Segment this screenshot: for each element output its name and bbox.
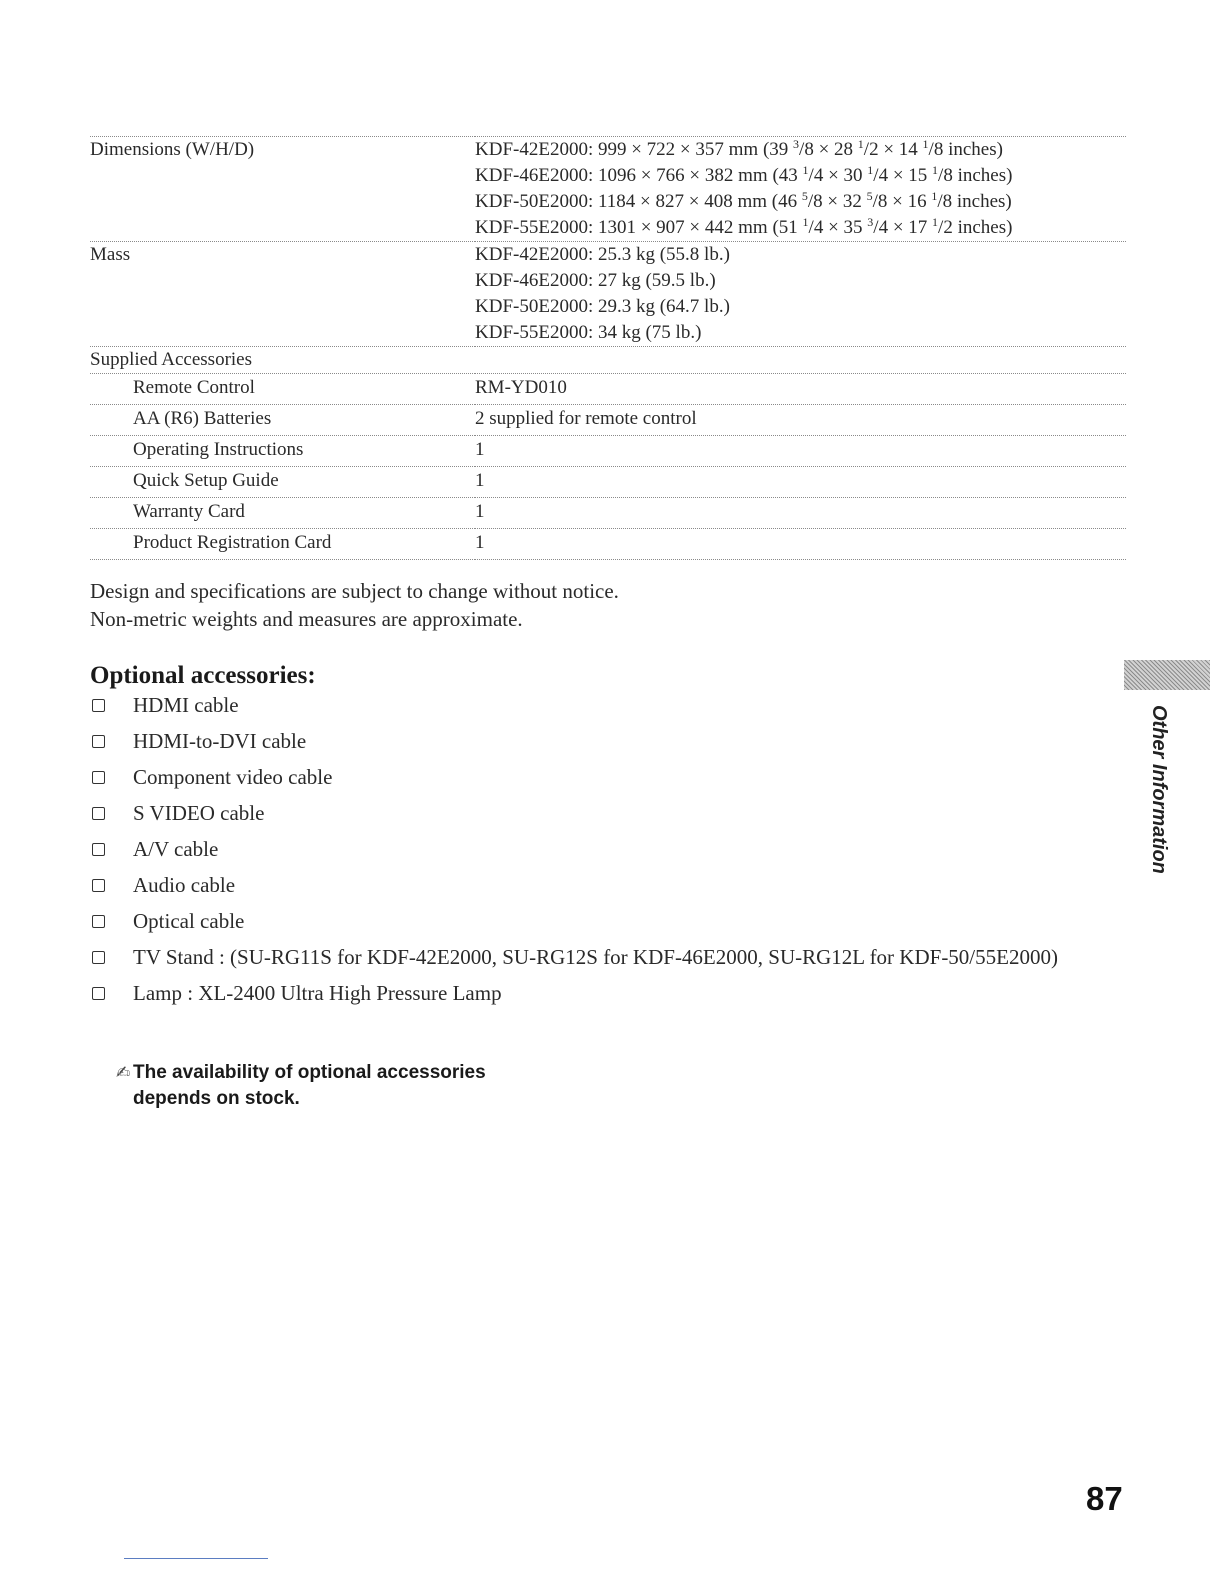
checkbox-icon (92, 987, 105, 1000)
accessory-value: 1 (475, 436, 1126, 467)
dimension-line: KDF-55E2000: 1301 × 907 × 442 mm (51 $^1$/4 × 35 $^3$/4 × 17 $^1$/2 inches) (475, 215, 1013, 238)
accessory-row (90, 405, 1126, 436)
list-item-label: Optical cable (133, 909, 245, 933)
section-tab-marker (1124, 660, 1210, 690)
list-item-label: Component video cable (133, 765, 333, 789)
list-item-label: Audio cable (133, 873, 236, 897)
list-item-label: Lamp : XL-2400 Ultra High Pressure Lamp (133, 981, 502, 1005)
spec-row-supplied-accessories (90, 347, 1126, 374)
list-item (92, 871, 1092, 900)
accessory-value: 2 supplied for remote control (475, 405, 1126, 436)
list-item (92, 979, 1092, 1008)
optional-accessories-heading: Optional accessories: (90, 662, 316, 689)
accessory-name: AA (R6) Batteries (90, 405, 475, 436)
list-item-label: HDMI-to-DVI cable (133, 729, 307, 753)
list-item-label: TV Stand : (SU-RG11S for KDF-42E2000, SU-RG12S for KDF-46E2000, SU-RG12L for KDF-50/55E2000) (133, 945, 1058, 969)
spec-label: Mass (90, 242, 475, 347)
spec-row-dimensions (90, 137, 1126, 242)
list-item (92, 799, 1092, 828)
dimension-line: KDF-42E2000: 999 × 722 × 357 mm (39 $^3$/8 × 28 $^1$/2 × 14 $^1$/8 inches) (475, 137, 1003, 160)
specifications-table (90, 136, 1126, 560)
accessory-value: 1 (475, 498, 1126, 529)
list-item-label: A/V cable (133, 837, 219, 861)
availability-note (116, 1060, 553, 1112)
checkbox-icon (92, 951, 105, 964)
accessory-name: Quick Setup Guide (90, 467, 475, 498)
spec-row-mass (90, 242, 1126, 347)
section-tab-label: Other Information (1148, 705, 1170, 874)
accessory-value: RM-YD010 (475, 374, 1126, 405)
checkbox-icon (92, 807, 105, 820)
accessory-value: 1 (475, 529, 1126, 560)
accessory-value: 1 (475, 467, 1126, 498)
dimension-line: KDF-46E2000: 1096 × 766 × 382 mm (43 $^1$/4 × 30 $^1$/4 × 15 $^1$/8 inches) (475, 163, 1013, 186)
list-item (92, 835, 1092, 864)
checkbox-icon (92, 879, 105, 892)
accessory-name: Warranty Card (90, 498, 475, 529)
mass-line: KDF-55E2000: 34 kg (75 lb.) (475, 322, 702, 343)
note-text: The availability of optional accessories depends on stock. (133, 1062, 486, 1109)
mass-line: KDF-42E2000: 25.3 kg (55.8 lb.) (475, 244, 730, 265)
pencil-note-icon: ✍ (116, 1063, 131, 1082)
accessory-name: Product Registration Card (90, 529, 475, 560)
spec-value (475, 137, 1126, 242)
footer-rule (124, 1558, 268, 1559)
list-item-label: S VIDEO cable (133, 801, 265, 825)
accessory-row (90, 529, 1126, 560)
mass-line: KDF-50E2000: 29.3 kg (64.7 lb.) (475, 296, 730, 317)
list-item (92, 727, 1092, 756)
checkbox-icon (92, 843, 105, 856)
dimension-line: KDF-50E2000: 1184 × 827 × 408 mm (46 $^5$/8 × 32 $^5$/8 × 16 $^1$/8 inches) (475, 189, 1012, 212)
notice-line: Non-metric weights and measures are approximate. (90, 607, 523, 631)
accessory-name: Remote Control (90, 374, 475, 405)
accessory-row (90, 436, 1126, 467)
notice-line: Design and specifications are subject to change without notice. (90, 579, 619, 603)
list-item (92, 943, 1092, 972)
spec-label: Dimensions (W/H/D) (90, 137, 475, 242)
list-item (92, 907, 1092, 936)
checkbox-icon (92, 735, 105, 748)
checkbox-icon (92, 699, 105, 712)
accessory-row (90, 467, 1126, 498)
page-number: 87 (1086, 1480, 1123, 1517)
spec-value (475, 242, 1126, 347)
optional-accessories-list (92, 691, 1092, 1015)
checkbox-icon (92, 915, 105, 928)
accessory-row (90, 498, 1126, 529)
list-item (92, 691, 1092, 720)
list-item-label: HDMI cable (133, 693, 239, 717)
accessory-name: Operating Instructions (90, 436, 475, 467)
accessory-row (90, 374, 1126, 405)
spec-label: Supplied Accessories (90, 347, 1126, 374)
checkbox-icon (92, 771, 105, 784)
specification-notice (90, 577, 619, 633)
mass-line: KDF-46E2000: 27 kg (59.5 lb.) (475, 270, 716, 291)
list-item (92, 763, 1092, 792)
